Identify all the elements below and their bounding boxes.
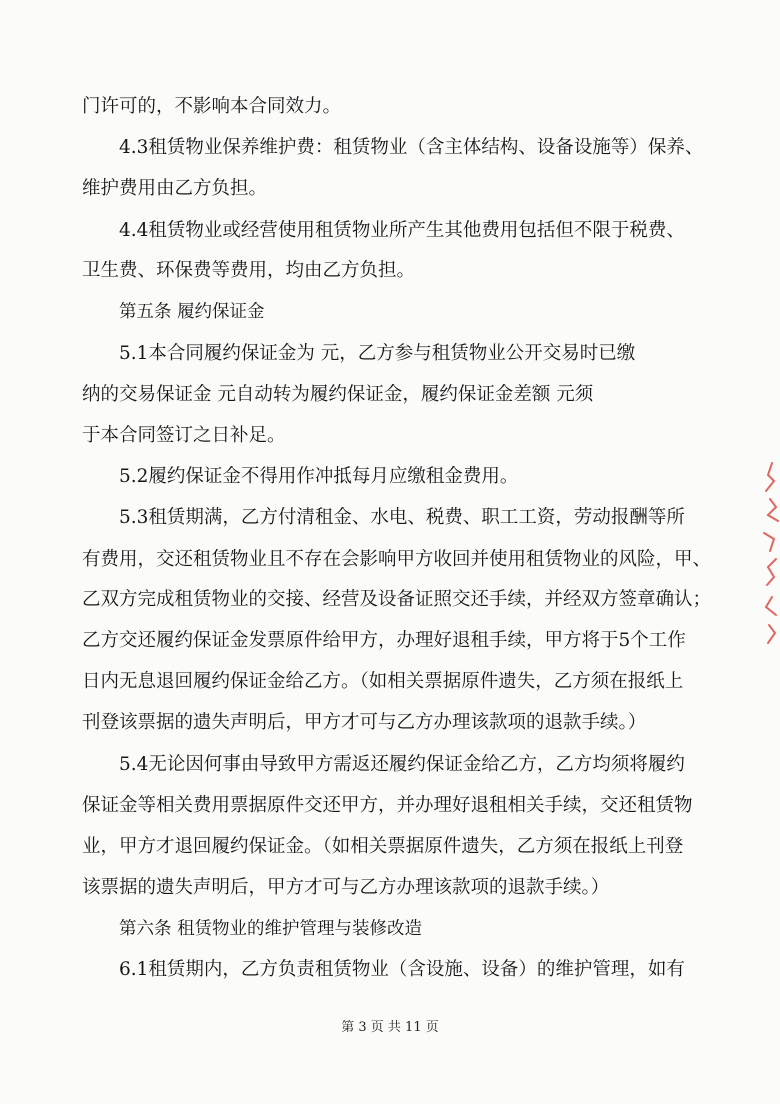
text-line-11: 5.3租赁期满，乙方付清租金、水电、税费、职工工资，劳动报酬等所: [119, 507, 685, 528]
page-footer: 第 3 页 共 11 页: [341, 1020, 439, 1035]
text-line-7: 5.1本合同履约保证金为 元，乙方参与租赁物业公开交易时已缴: [119, 343, 636, 364]
text-line-22: 6.1租赁期内，乙方负责租赁物业（含设施、设备）的维护管理，如有: [119, 959, 685, 980]
text-line-10: 5.2履约保证金不得用作冲抵每月应缴租金费用。: [119, 466, 519, 487]
text-line-1: 门许可的，不影响本合同效力。: [82, 96, 342, 117]
text-line-13: 乙双方完成租赁物业的交接、经营及设备证照交还手续，并经双方签章确认；: [82, 589, 712, 610]
text-line-2: 4.3租赁物业保养维护费：租赁物业（含主体结构、设备设施等）保养、: [119, 137, 704, 158]
text-line-18: 保证金等相关费用票据原件交还甲方，并办理好退租相关手续，交还租赁物: [82, 795, 693, 816]
text-line-14: 乙方交还履约保证金发票原件给甲方，办理好退租手续，甲方将于5个工作: [82, 630, 686, 651]
text-line-5: 卫生费、环保费等费用，均由乙方负担。: [82, 260, 416, 281]
text-line-19: 业，甲方才退回履约保证金。（如相关票据原件遗失，乙方须在报纸上刊登: [82, 836, 684, 857]
section-heading-6: 第六条 租赁物业的维护管理与装修改造: [119, 919, 423, 939]
seal-edge-mark: [758, 455, 780, 655]
text-line-20: 该票据的遗失声明后，甲方才可与乙方办理该款项的退款手续。）: [82, 877, 610, 898]
text-line-9: 于本合同签订之日补足。: [82, 425, 286, 446]
text-line-17: 5.4无论因何事由导致甲方需返还履约保证金给乙方，乙方均须将履约: [119, 754, 685, 775]
text-line-4: 4.4租赁物业或经营使用租赁物业所产生其他费用包括但不限于税费、: [119, 220, 685, 241]
text-line-16: 刊登该票据的遗失声明后，甲方才可与乙方办理该款项的退款手续。）: [82, 712, 647, 733]
section-heading-5: 第五条 履约保证金: [119, 302, 265, 322]
text-line-12: 有费用，交还租赁物业且不存在会影响甲方收回并使用租赁物业的风险，甲、: [82, 549, 712, 570]
text-line-15: 日内无息退回履约保证金给乙方。（如相关票据原件遗失，乙方须在报纸上: [82, 671, 684, 692]
text-line-8: 纳的交易保证金 元自动转为履约保证金，履约保证金差额 元须: [82, 384, 594, 405]
text-line-3: 维护费用由乙方负担。: [82, 178, 268, 199]
